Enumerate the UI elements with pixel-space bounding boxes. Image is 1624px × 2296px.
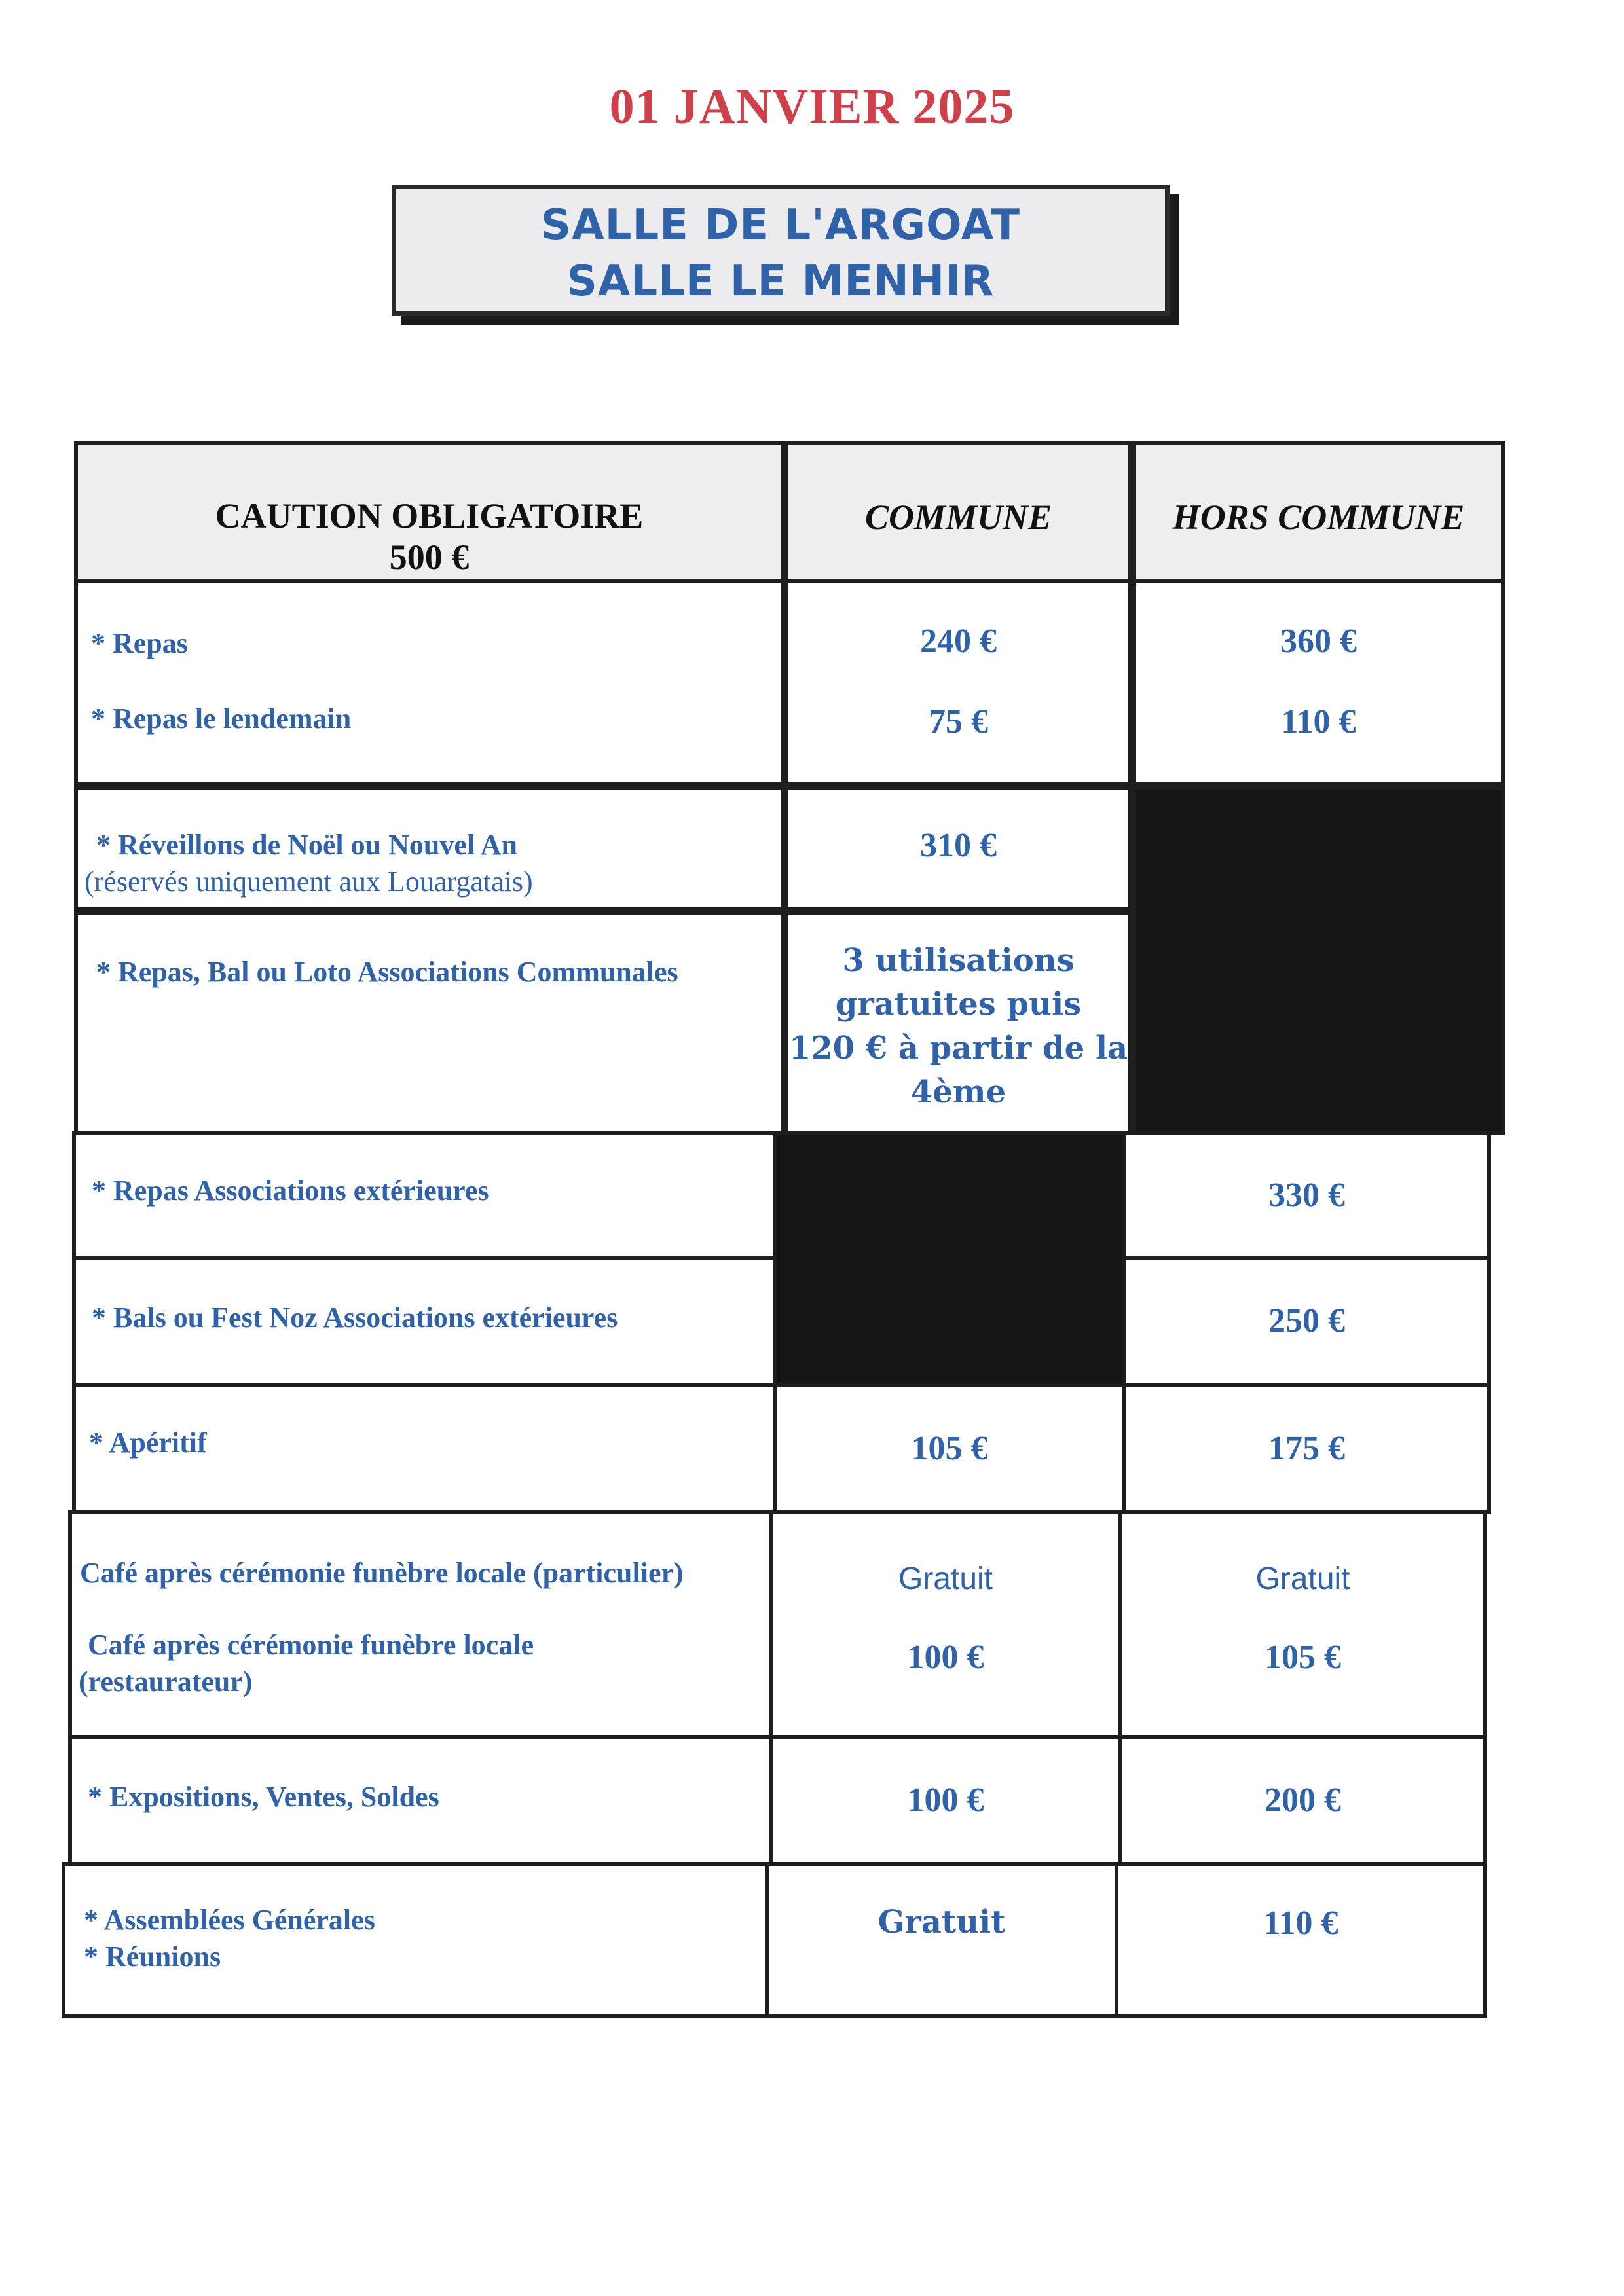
row-repas-commune-cell xyxy=(784,579,1132,786)
aperitif-commune-price: 105 € xyxy=(911,1430,988,1467)
header-commune-cell xyxy=(784,441,1132,583)
unavailable-commune-block xyxy=(773,1131,1126,1387)
cafe-restaurateur-label-line-2: (restaurateur) xyxy=(79,1666,253,1698)
row-aperitif-commune-cell xyxy=(773,1383,1126,1514)
assoc-communales-line-1: 3 utilisations xyxy=(842,942,1075,979)
assoc-communales-label: * Repas, Bal ou Loto Associations Communales xyxy=(96,956,678,988)
row-assoc-ext-repas-hors-cell xyxy=(1122,1131,1491,1260)
header-hors-commune-label: HORS COMMUNE xyxy=(1172,498,1465,537)
cafe-restaurateur-commune-price: 100 € xyxy=(907,1639,984,1676)
row-assoc-communales-commune-cell xyxy=(784,911,1132,1135)
row-repas-label-cell xyxy=(74,579,784,786)
cafe-restaurateur-hors-price: 105 € xyxy=(1264,1639,1341,1676)
row-assoc-ext-repas-label-cell xyxy=(72,1131,777,1260)
row-assemblees-hors-cell xyxy=(1115,1862,1487,2018)
assemblees-commune-price: Gratuit xyxy=(877,1904,1006,1941)
aperitif-hors-price: 175 € xyxy=(1268,1430,1345,1467)
assoc-ext-repas-label: * Repas Associations extérieures xyxy=(92,1175,489,1207)
header-commune-label: COMMUNE xyxy=(864,498,1052,537)
assoc-communales-line-2: gratuites puis xyxy=(835,986,1082,1023)
assoc-communales-line-4: 4ème xyxy=(910,1074,1006,1110)
row-cafe-label-cell xyxy=(68,1510,773,1739)
row-expositions-label-cell xyxy=(68,1735,773,1866)
venue-title-line-2: SALLE LE MENHIR xyxy=(566,257,995,306)
reunions-label: * Réunions xyxy=(84,1941,221,1973)
assemblees-hors-price: 110 € xyxy=(1263,1904,1338,1942)
cafe-particulier-hors-price: Gratuit xyxy=(1255,1561,1350,1596)
row-aperitif-label-cell xyxy=(72,1383,777,1514)
repas-commune-price: 240 € xyxy=(920,623,997,660)
assoc-ext-bals-label: * Bals ou Fest Noz Associations extérieures xyxy=(92,1302,618,1334)
cafe-particulier-label: Café après cérémonie funèbre locale (particulier) xyxy=(80,1557,684,1589)
row-aperitif-hors-cell xyxy=(1122,1383,1491,1514)
row-assoc-ext-bals-label-cell xyxy=(72,1256,777,1387)
repas-lendemain-hors-price: 110 € xyxy=(1281,703,1356,740)
row-assemblees-commune-cell xyxy=(765,1862,1118,2018)
expositions-commune-price: 100 € xyxy=(907,1781,984,1819)
repas-lendemain-commune-price: 75 € xyxy=(929,703,988,740)
assemblees-label: * Assemblées Générales xyxy=(84,1904,375,1936)
row-assoc-ext-bals-hors-cell xyxy=(1122,1256,1491,1387)
row-reveillons-label-cell xyxy=(74,786,784,911)
expositions-label: * Expositions, Ventes, Soldes xyxy=(88,1781,439,1813)
unavailable-hors-block xyxy=(1132,786,1505,1135)
document-date: 01 JANVIER 2025 xyxy=(609,79,1015,134)
aperitif-label: * Apéritif xyxy=(89,1427,207,1459)
header-caution-cell xyxy=(74,441,784,583)
reveillons-label: * Réveillons de Noël ou Nouvel An xyxy=(96,829,517,861)
row-cafe-hors-cell xyxy=(1118,1510,1487,1739)
assoc-ext-repas-hors-price: 330 € xyxy=(1268,1176,1345,1214)
repas-hors-price: 360 € xyxy=(1280,623,1357,660)
row-repas-hors-cell xyxy=(1132,579,1505,786)
row-cafe-commune-cell xyxy=(769,1510,1122,1739)
row-assoc-communales-label-cell xyxy=(74,911,784,1135)
caution-amount: 500 € xyxy=(389,538,470,577)
cafe-restaurateur-label-line-1: Café après cérémonie funèbre locale xyxy=(88,1629,534,1661)
reveillons-note: (réservés uniquement aux Louargatais) xyxy=(84,866,533,898)
row-expositions-commune-cell xyxy=(769,1735,1122,1866)
venue-title-box xyxy=(392,185,1170,316)
assoc-communales-line-3: 120 € à partir de la xyxy=(788,1030,1128,1066)
cafe-particulier-commune-price: Gratuit xyxy=(898,1561,993,1596)
header-hors-commune-cell xyxy=(1132,441,1505,583)
venue-title-line-1: SALLE DE L'ARGOAT xyxy=(541,201,1020,249)
caution-label: CAUTION OBLIGATOIRE xyxy=(215,496,644,536)
repas-lendemain-label: * Repas le lendemain xyxy=(91,702,352,735)
reveillons-commune-price: 310 € xyxy=(920,827,997,864)
row-reveillons-commune-cell xyxy=(784,786,1132,911)
row-assemblees-label-cell xyxy=(62,1862,769,2018)
repas-label: * Repas xyxy=(91,627,188,659)
row-expositions-hors-cell xyxy=(1118,1735,1487,1866)
expositions-hors-price: 200 € xyxy=(1264,1781,1341,1819)
assoc-ext-bals-hors-price: 250 € xyxy=(1268,1302,1345,1339)
